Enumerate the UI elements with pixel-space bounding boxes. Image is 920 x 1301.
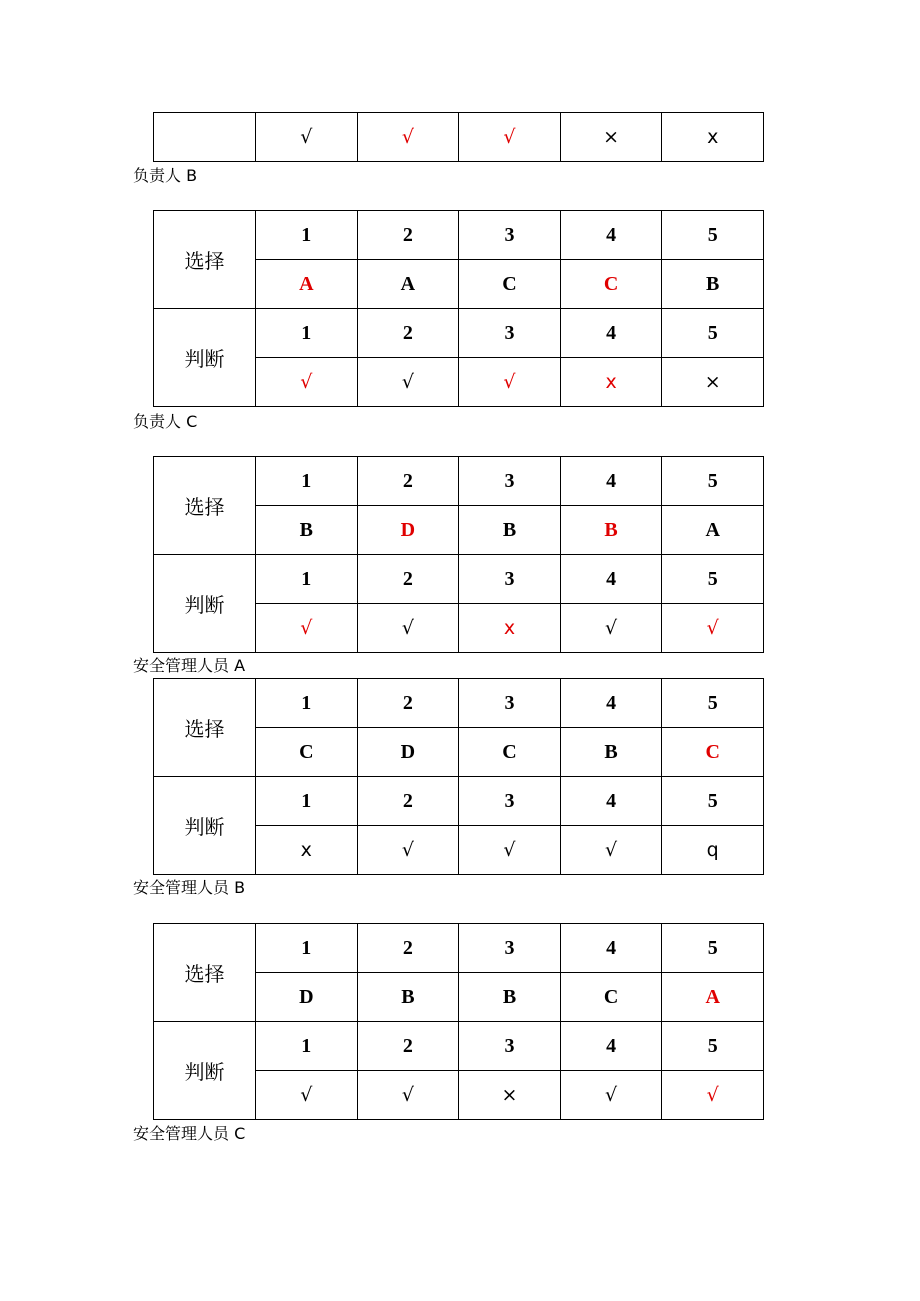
question-number: 3 <box>459 679 561 728</box>
judge-mark: √ <box>357 604 459 653</box>
judge-mark: √ <box>357 826 459 875</box>
question-number: 3 <box>459 555 561 604</box>
judge-mark: x <box>256 826 358 875</box>
question-number: 4 <box>560 457 662 506</box>
choice-answer: B <box>459 506 561 555</box>
question-number: 2 <box>357 457 459 506</box>
judge-mark: √ <box>459 826 561 875</box>
judge-mark: q <box>662 826 764 875</box>
caption-fuzeren-c: 负责人 C <box>133 412 198 431</box>
choice-answer: C <box>560 973 662 1022</box>
question-number: 2 <box>357 309 459 358</box>
question-number: 1 <box>256 1022 358 1071</box>
top-answer-table <box>153 112 764 162</box>
judge-mark: x <box>560 358 662 407</box>
question-number: 3 <box>459 777 561 826</box>
choice-label: 选择 <box>154 211 256 309</box>
judge-mark: √ <box>256 604 358 653</box>
judge-mark: √ <box>560 1071 662 1120</box>
top-mark-cell: × <box>560 113 662 162</box>
answer-table-1 <box>153 210 764 407</box>
question-number: 5 <box>662 777 764 826</box>
choice-answer: A <box>662 973 764 1022</box>
judge-mark: √ <box>357 358 459 407</box>
choice-answer: B <box>560 728 662 777</box>
answer-table-3 <box>153 678 764 875</box>
top-mark-cell: √ <box>459 113 561 162</box>
question-number: 1 <box>256 457 358 506</box>
judge-mark: √ <box>662 604 764 653</box>
judge-mark: √ <box>662 1071 764 1120</box>
choice-answer: C <box>560 260 662 309</box>
choice-answer: A <box>662 506 764 555</box>
judge-label: 判断 <box>154 555 256 653</box>
judge-mark: √ <box>357 1071 459 1120</box>
choice-answer: C <box>459 728 561 777</box>
choice-answer: D <box>357 506 459 555</box>
question-number: 2 <box>357 679 459 728</box>
question-number: 2 <box>357 211 459 260</box>
question-number: 1 <box>256 309 358 358</box>
choice-answer: A <box>256 260 358 309</box>
choice-label: 选择 <box>154 457 256 555</box>
question-number: 4 <box>560 309 662 358</box>
judge-label: 判断 <box>154 777 256 875</box>
question-number: 2 <box>357 777 459 826</box>
judge-mark: √ <box>560 826 662 875</box>
question-number: 5 <box>662 924 764 973</box>
choice-answer: B <box>560 506 662 555</box>
top-empty-cell <box>154 113 256 162</box>
choice-answer: B <box>357 973 459 1022</box>
top-mark-cell: √ <box>357 113 459 162</box>
question-number: 2 <box>357 1022 459 1071</box>
question-number: 1 <box>256 777 358 826</box>
question-number: 1 <box>256 679 358 728</box>
top-mark-cell: √ <box>256 113 358 162</box>
question-number: 5 <box>662 555 764 604</box>
question-number: 4 <box>560 555 662 604</box>
judge-mark: x <box>459 604 561 653</box>
question-number: 5 <box>662 457 764 506</box>
question-number: 2 <box>357 924 459 973</box>
choice-answer: B <box>662 260 764 309</box>
question-number: 5 <box>662 679 764 728</box>
question-number: 3 <box>459 1022 561 1071</box>
caption-anquan-a: 安全管理人员 A <box>133 656 246 675</box>
judge-mark: × <box>662 358 764 407</box>
question-number: 3 <box>459 457 561 506</box>
caption-anquan-b: 安全管理人员 B <box>133 878 246 897</box>
judge-mark: √ <box>256 358 358 407</box>
judge-mark: √ <box>560 604 662 653</box>
question-number: 5 <box>662 211 764 260</box>
caption-fuzeren-b: 负责人 B <box>133 166 198 185</box>
choice-label: 选择 <box>154 924 256 1022</box>
caption-anquan-c: 安全管理人员 C <box>133 1124 246 1143</box>
choice-answer: B <box>459 973 561 1022</box>
judge-mark: √ <box>256 1071 358 1120</box>
choice-answer: C <box>459 260 561 309</box>
choice-answer: D <box>256 973 358 1022</box>
judge-label: 判断 <box>154 309 256 407</box>
question-number: 4 <box>560 211 662 260</box>
top-answer-row <box>154 113 764 162</box>
question-number: 1 <box>256 211 358 260</box>
choice-answer: C <box>256 728 358 777</box>
choice-answer: C <box>662 728 764 777</box>
question-number: 5 <box>662 309 764 358</box>
answer-table-4 <box>153 923 764 1120</box>
choice-label: 选择 <box>154 679 256 777</box>
judge-mark: √ <box>459 358 561 407</box>
question-number: 4 <box>560 679 662 728</box>
question-number: 4 <box>560 777 662 826</box>
choice-answer: D <box>357 728 459 777</box>
question-number: 1 <box>256 924 358 973</box>
question-number: 1 <box>256 555 358 604</box>
question-number: 3 <box>459 211 561 260</box>
choice-answer: A <box>357 260 459 309</box>
top-mark-cell: x <box>662 113 764 162</box>
judge-mark: × <box>459 1071 561 1120</box>
question-number: 3 <box>459 924 561 973</box>
choice-answer: B <box>256 506 358 555</box>
question-number: 4 <box>560 1022 662 1071</box>
question-number: 4 <box>560 924 662 973</box>
question-number: 5 <box>662 1022 764 1071</box>
judge-label: 判断 <box>154 1022 256 1120</box>
question-number: 3 <box>459 309 561 358</box>
question-number: 2 <box>357 555 459 604</box>
answer-table-2 <box>153 456 764 653</box>
